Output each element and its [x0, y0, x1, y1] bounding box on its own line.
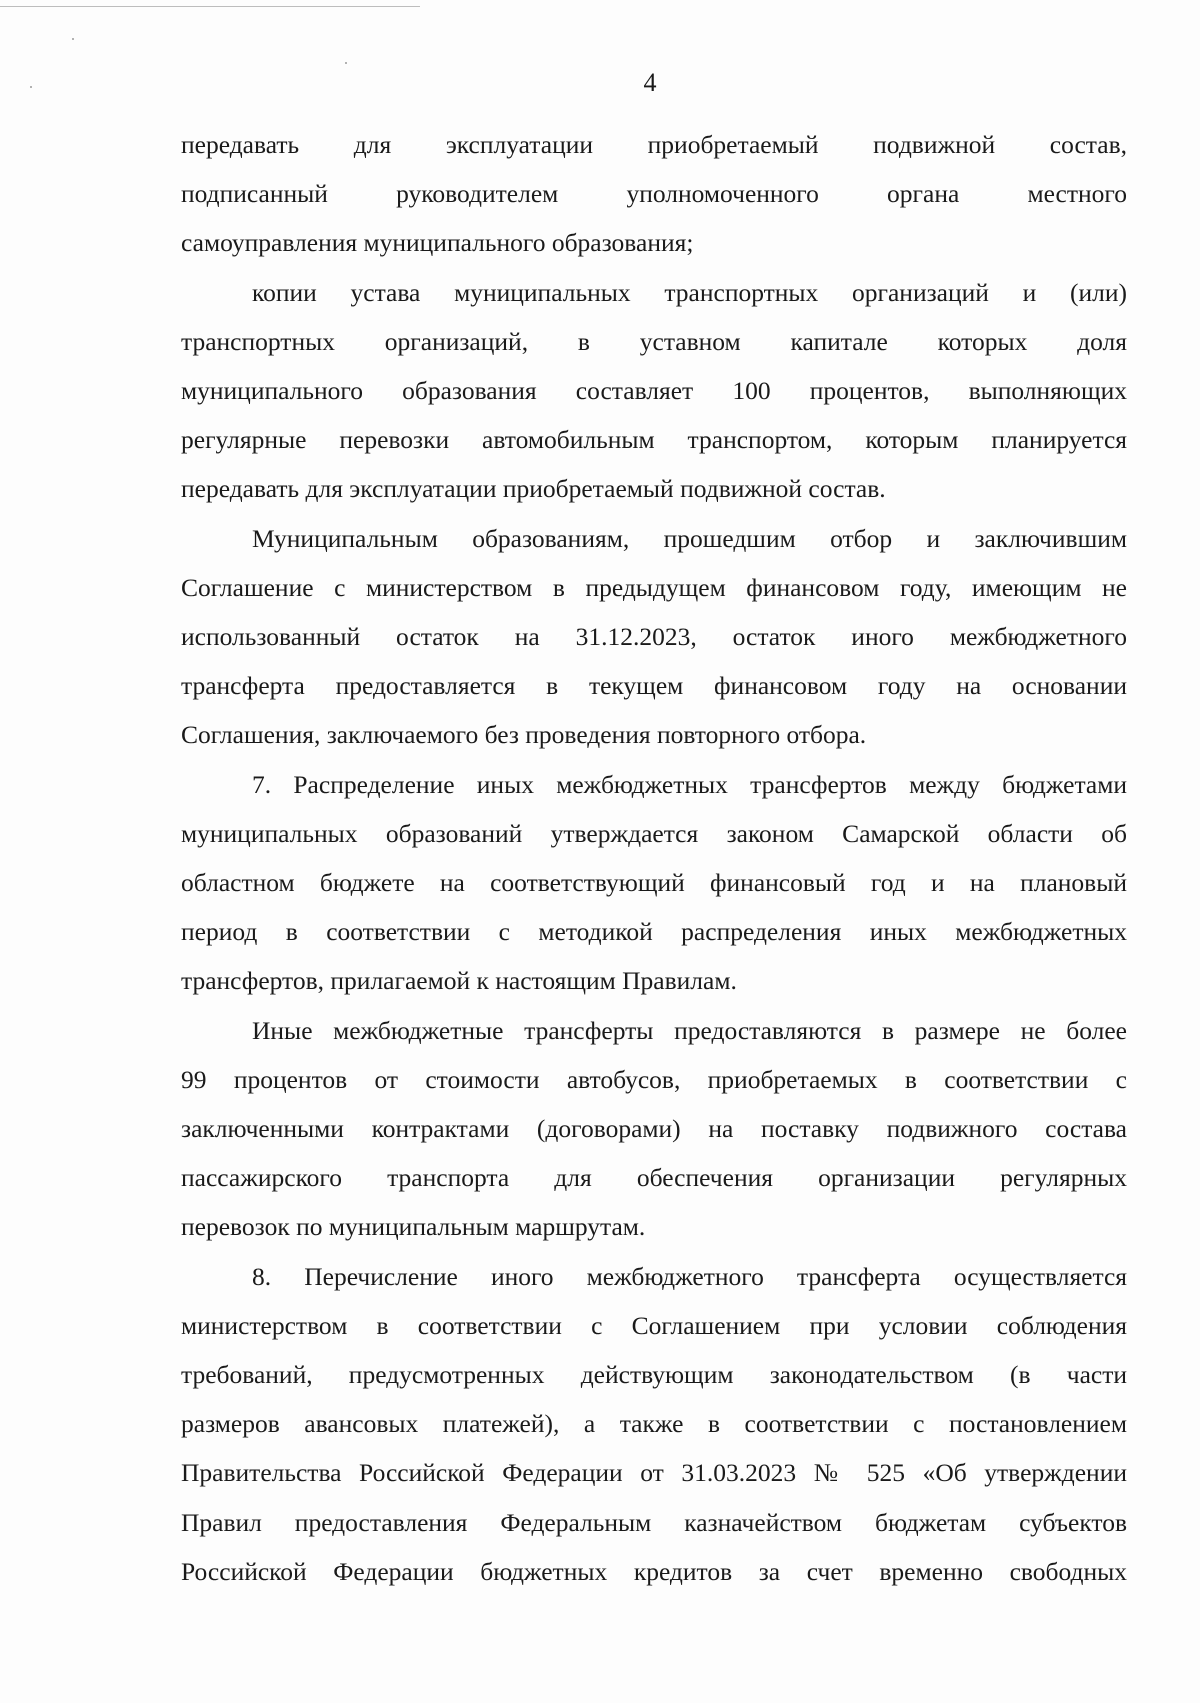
text-line: трансфертов, прилагаемой к настоящим Правилам. — [181, 966, 737, 996]
text-line: министерством в соответствии с Соглашением при условии соблюдения — [181, 1310, 1127, 1340]
paragraph — [181, 1252, 1127, 1596]
text-line: Соглашения, заключаемого без проведения повторного отбора. — [181, 720, 867, 750]
scan-speck — [345, 62, 347, 64]
text-line: Иные межбюджетные трансферты предоставляются в размере не более — [252, 1015, 1127, 1045]
text-line: трансферта предоставляется в текущем финансовом году на основании — [181, 671, 1127, 701]
paragraph — [181, 760, 1127, 1006]
text-line: период в соответствии с методикой распределения иных межбюджетных — [181, 917, 1127, 947]
text-line: Соглашение с министерством в предыдущем финансовом году, имеющим не — [181, 572, 1127, 602]
text-line: Российской Федерации бюджетных кредитов за счет временно свободных — [181, 1556, 1127, 1586]
text-line: муниципального образования составляет 100 процентов, выполняющих — [181, 376, 1127, 406]
text-line: использованный остаток на 31.12.2023, остаток иного межбюджетного — [181, 622, 1127, 652]
paragraph — [181, 514, 1127, 760]
text-line: 8. Перечисление иного межбюджетного трансферта осуществляется — [252, 1261, 1127, 1291]
text-line: регулярные перевозки автомобильным транспортом, которым планируется — [181, 425, 1127, 455]
document-body — [181, 120, 1127, 1596]
text-line: транспортных организаций, в уставном капитале которых доля — [181, 326, 1127, 356]
text-line: требований, предусмотренных действующим законодательством (в части — [181, 1360, 1127, 1390]
text-line: Правил предоставления Федеральным казначейством бюджетам субъектов — [181, 1507, 1127, 1537]
text-line: самоуправления муниципального образования; — [181, 228, 694, 258]
page-number: 4 — [643, 68, 657, 97]
paragraph — [181, 120, 1127, 268]
text-line: передавать для эксплуатации приобретаемый подвижной состав. — [181, 474, 886, 504]
text-line: передавать для эксплуатации приобретаемый подвижной состав, — [181, 130, 1127, 159]
text-line: копии устава муниципальных транспортных организаций и (или) — [252, 277, 1127, 307]
text-line: областном бюджете на соответствующий финансовый год и на плановый — [181, 868, 1127, 898]
paragraph — [181, 1006, 1127, 1252]
paragraph — [181, 268, 1127, 514]
text-line: 7. Распределение иных межбюджетных трансфертов между бюджетами — [252, 769, 1127, 799]
text-line: 99 процентов от стоимости автобусов, приобретаемых в соответствии с — [181, 1064, 1127, 1094]
text-line: муниципальных образований утверждается законом Самарской области об — [181, 818, 1127, 848]
text-line: перевозок по муниципальным маршрутам. — [181, 1212, 646, 1242]
text-line: Правительства Российской Федерации от 31.03.2023 № 525 «Об утверждении — [181, 1458, 1127, 1488]
text-line: размеров авансовых платежей), а также в соответствии с постановлением — [181, 1409, 1127, 1439]
scan-edge-line — [0, 6, 420, 7]
text-line: подписанный руководителем уполномоченного органа местного — [181, 179, 1127, 209]
text-line: Муниципальным образованиям, прошедшим отбор и заключившим — [252, 523, 1127, 553]
text-line: заключенными контрактами (договорами) на поставку подвижного состава — [181, 1114, 1127, 1144]
scan-speck — [72, 38, 74, 40]
text-line: пассажирского транспорта для обеспечения организации регулярных — [181, 1163, 1127, 1193]
